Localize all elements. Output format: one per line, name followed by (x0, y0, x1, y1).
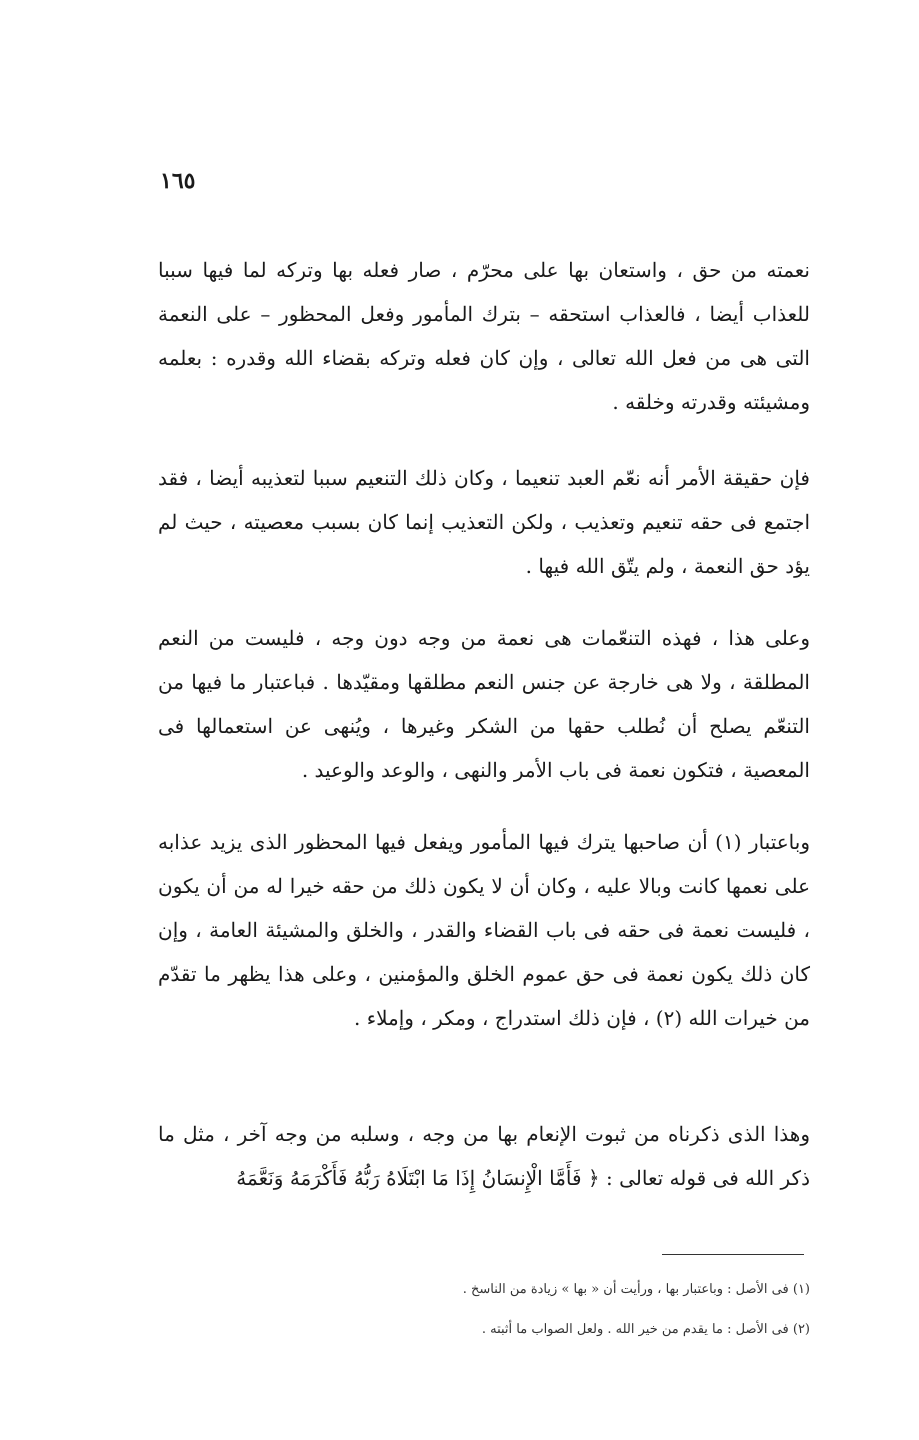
paragraph-3 (158, 616, 810, 792)
paragraph-2 (158, 456, 810, 588)
paragraph-text: نعمته من حق ، واستعان بها على محرّم ، صار فعله بها وتركه لما فيها سببا للعذاب أيضا ، فالعذاب استحقه – بترك المأمور وفعل المحظور – على النعمة التى هى من فعل الله تعالى ، وإن كان فعله وتركه بقضاء الله وقدره : بعلمه ومشيئته وقدرته وخلقه . (158, 258, 810, 414)
paragraph-text: وعلى هذا ، فهذه التنعّمات هى نعمة من وجه دون وجه ، فليست من النعم المطلقة ، ولا هى خارجة عن جنس النعم مطلقها ومقيّدها . فباعتبار ما فيها من التنعّم يصلح أن نُطلب حقها من الشكر وغيرها ، ويُنهى عن استعمالها فى المعصية ، فتكون نعمة فى باب الأمر والنهى ، والوعد والوعيد . (158, 626, 810, 782)
paragraph-text: وباعتبار (١) أن صاحبها يترك فيها المأمور ويفعل فيها المحظور الذى يزيد عذابه على نعمها كانت وبالا عليه ، وكان أن لا يكون ذلك من حقه خيرا له من أن يكون ، فليست نعمة فى حقه فى باب القضاء والقدر ، والخلق والمشيئة العامة ، وإن كان ذلك يكون نعمة فى حق عموم الخلق والمؤمنين ، وعلى هذا يظهر ما تقدّم من خيرات الله (٢) ، فإن ذلك استدراج ، ومكر ، وإملاء . (158, 830, 810, 1030)
paragraph-5 (158, 1112, 810, 1200)
footnotes-section (300, 1270, 810, 1350)
paragraph-text: وهذا الذى ذكرناه من ثبوت الإنعام بها من وجه ، وسلبه من وجه آخر ، مثل ما ذكر الله فى قوله تعالى : ﴿ فَأَمَّا الْإِنسَانُ إِذَا مَا ابْتَلَاهُ رَبُّهُ فَأَكْرَمَهُ وَنَعَّمَهُ (158, 1122, 810, 1190)
footnote-1: (١) فى الأصل : وباعتبار بها ، ورأيت أن « بها » زيادة من الناسخ . (462, 1282, 810, 1297)
paragraph-4 (158, 820, 810, 1040)
footnote-divider (662, 1254, 804, 1255)
paragraph-text: فإن حقيقة الأمر أنه نعّم العبد تنعيما ، وكان ذلك التنعيم سببا لتعذيبه أيضا ، فقد اجتمع فى حقه تنعيم وتعذيب ، ولكن التعذيب إنما كان بسبب معصيته ، حيث لم يؤد حق النعمة ، ولم يتّق الله فيها . (158, 466, 810, 578)
page-number: ١٦٥ (160, 168, 196, 194)
footnote-2: (٢) فى الأصل : ما يقدم من خير الله . ولعل الصواب ما أثبته . (481, 1322, 810, 1337)
paragraph-1 (158, 248, 810, 424)
